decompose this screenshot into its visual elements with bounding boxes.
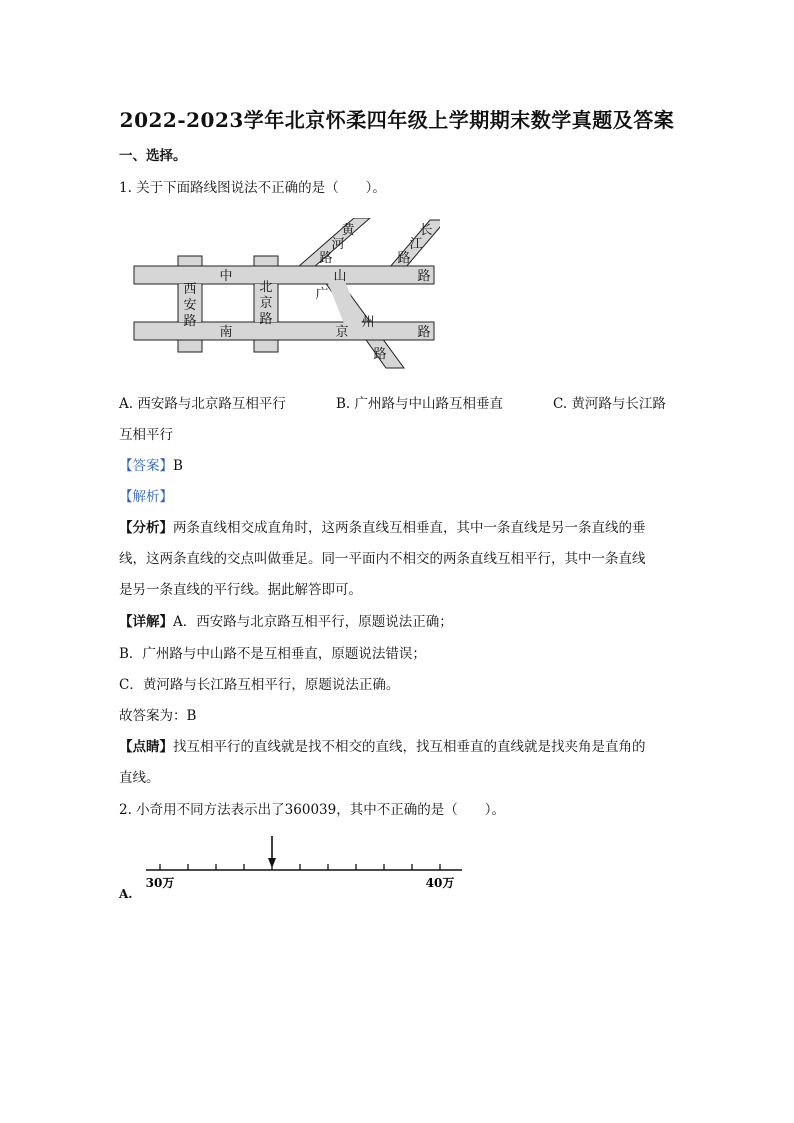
label-lu-xian: 路 [183, 314, 197, 329]
number-line-left-label: 30万 [145, 876, 175, 890]
label-lu-nj: 路 [417, 325, 431, 340]
option-c: C. 黄河路与长江路 [553, 396, 666, 412]
label-zhou: 州 [361, 315, 375, 330]
xiangjie-text-1: A．西安路与北京路互相平行，原题说法正确； [173, 614, 453, 630]
label-chang: 长 [419, 223, 433, 238]
label-xi: 西 [183, 282, 197, 297]
label-huang: 黄 [341, 223, 355, 238]
number-line-arrow-head [268, 858, 276, 868]
fenxi-line-3: 是另一条直线的平行线。据此解答即可。 [119, 582, 362, 598]
question-2-stem: 2. 小奇用不同方法表示出了360039，其中不正确的是（ ）。 [119, 802, 505, 818]
road-map-figure [130, 218, 440, 370]
label-jing-bj: 京 [259, 296, 273, 311]
label-lu-cj: 路 [397, 251, 411, 266]
dianjing-text-1: 找互相平行的直线就是找不相交的直线，找互相垂直的直线就是找夹角是直角的 [173, 739, 646, 755]
label-lu-zs: 路 [417, 269, 431, 284]
answer-value: B [173, 458, 183, 474]
final-answer: 故答案为：B [119, 708, 197, 724]
dianjing-line-1 [119, 737, 646, 757]
label-jing-nj: 京 [335, 325, 349, 340]
answer-line [119, 456, 183, 476]
label-lu-bj: 路 [259, 312, 273, 327]
answer-tag: 【答案】 [119, 458, 173, 474]
label-an: 安 [183, 298, 197, 313]
label-lu-hh: 路 [319, 251, 333, 266]
number-line-right-label: 40万 [425, 876, 455, 890]
xiangjie-line-3: C．黄河路与长江路互相平行，原题说法正确。 [119, 677, 400, 693]
question-1-stem: 1. 关于下面路线图说法不正确的是（ ）。 [119, 180, 386, 196]
xiangjie-line-2: B．广州路与中山路不是互相垂直，原题说法错误； [119, 646, 426, 662]
label-jiang: 江 [409, 237, 423, 252]
label-guang: 广 [315, 287, 329, 302]
fenxi-line-2: 线，这两条直线的交点叫做垂足。同一平面内不相交的两条直线互相平行，其中一条直线 [119, 551, 646, 567]
document-title: 2022-2023学年北京怀柔四年级上学期期末数学真题及答案 [119, 108, 675, 132]
fenxi-line-1 [119, 518, 646, 538]
option-b: B. 广州路与中山路互相垂直 [336, 396, 504, 412]
label-he: 河 [331, 237, 345, 252]
fenxi-text-1: 两条直线相交成直角时，这两条直线互相垂直，其中一条直线是另一条直线的垂 [173, 520, 646, 536]
option-c-continued: 互相平行 [119, 427, 173, 443]
label-zhong: 中 [219, 269, 233, 284]
section-heading: 一、选择。 [119, 148, 187, 164]
label-bei: 北 [259, 280, 273, 295]
xiangjie-tag: 【详解】 [119, 614, 173, 630]
label-nan: 南 [219, 325, 233, 340]
dianjing-tag: 【点睛】 [119, 739, 173, 755]
number-line-figure [140, 834, 470, 894]
xiangjie-line-1 [119, 612, 453, 632]
analysis-tag: 【解析】 [119, 489, 173, 505]
option-a: A. 西安路与北京路互相平行 [119, 396, 286, 412]
q2-option-a: A. [119, 887, 133, 901]
label-shan: 山 [333, 269, 347, 284]
fenxi-tag: 【分析】 [119, 520, 173, 536]
label-lu-gz: 路 [373, 347, 387, 362]
dianjing-line-2: 直线。 [119, 770, 160, 786]
